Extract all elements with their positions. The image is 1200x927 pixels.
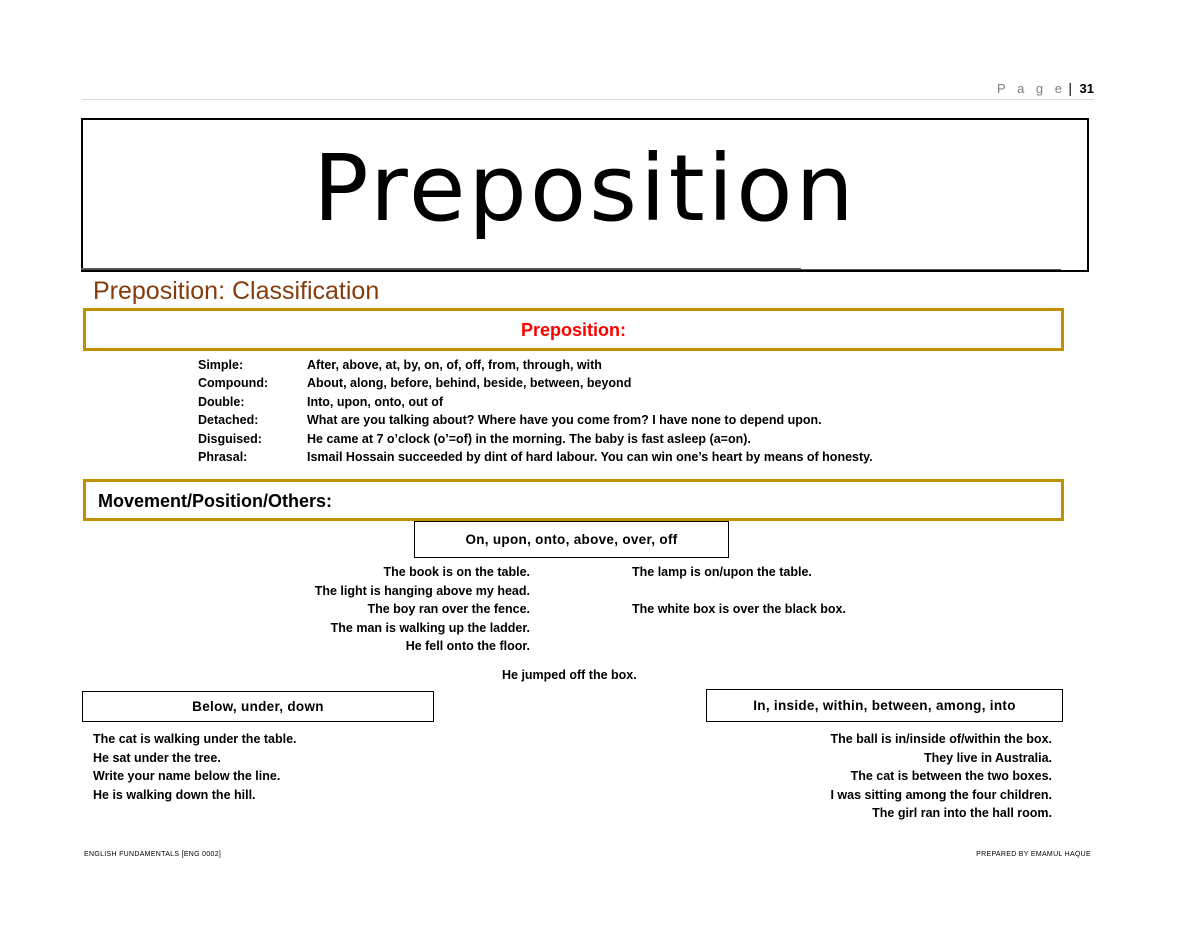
title-underline — [81, 268, 801, 270]
below-group-label-box: Below, under, down — [82, 691, 434, 722]
classification-key: Detached: — [198, 413, 259, 427]
example-sentence: They live in Australia. — [923, 750, 1052, 765]
classification-key: Disguised: — [198, 432, 262, 446]
example-sentence: The book is on the table. — [383, 565, 530, 579]
example-sentence: The ball is in/inside of/within the box. — [830, 732, 1052, 746]
footer-course: ENGLISH FUNDAMENTALS [ENG 0002] — [84, 851, 222, 858]
example-sentence: The white box is over the black box. — [632, 602, 846, 616]
on-left-examples — [230, 563, 530, 656]
example-sentence: Write your name below the line. — [93, 769, 281, 783]
classification-row — [198, 448, 873, 466]
in-examples — [752, 730, 1052, 823]
example-sentence: The man is walking up the ladder. — [330, 620, 530, 635]
section-subtitle: Preposition: Classification — [93, 277, 380, 305]
preposition-heading-box — [83, 308, 1064, 351]
movement-heading-box — [83, 479, 1064, 521]
example-sentence: The lamp is on/upon the table. — [632, 565, 812, 579]
example-sentence: The cat is between the two boxes. — [850, 769, 1052, 783]
title-box — [81, 118, 1089, 272]
classification-value: What are you talking about? Where have you come from? I have none to depend upon. — [307, 413, 822, 427]
movement-heading: Movement/Position/Others: — [98, 491, 333, 511]
example-sentence: He is walking down the hill. — [93, 787, 256, 802]
example-sentence: The light is hanging above my head. — [314, 583, 530, 598]
classification-row — [198, 356, 602, 374]
classification-key: Phrasal: — [198, 450, 248, 464]
footer-author: PREPARED BY EMAMUL HAQUE — [976, 851, 1091, 858]
example-sentence: The boy ran over the fence. — [367, 602, 530, 616]
classification-key: Compound: — [198, 376, 269, 390]
page-label: P a g e — [997, 81, 1066, 96]
preposition-heading: Preposition: — [520, 320, 626, 340]
example-sentence: He sat under the tree. — [93, 750, 221, 765]
page-separator: | — [1068, 80, 1072, 96]
classification-value: About, along, before, behind, beside, between, beyond — [307, 376, 632, 390]
classification-value: Ismail Hossain succeeded by dint of hard labour. You can win one’s heart by means of honesty. — [307, 450, 873, 464]
classification-key: Simple: — [198, 358, 244, 372]
example-sentence: I was sitting among the four children. — [830, 787, 1052, 802]
classification-value: Into, upon, onto, out of — [307, 395, 444, 409]
classification-value: After, above, at, by, on, of, off, from, through, with — [307, 358, 602, 372]
page-title: Preposition — [313, 135, 857, 242]
example-sentence: He jumped off the box. — [502, 668, 637, 682]
example-sentence: The cat is walking under the table. — [93, 732, 297, 746]
classification-value: He came at 7 o’clock (o’=of) in the morning. The baby is fast asleep (a=on). — [307, 432, 751, 446]
classification-row — [198, 430, 751, 448]
classification-row — [198, 374, 631, 392]
page-number: 31 — [1079, 81, 1094, 96]
page-header — [82, 79, 1094, 100]
on-group-label-box: On, upon, onto, above, over, off — [414, 521, 729, 558]
classification-row — [198, 393, 443, 411]
in-group-label-box: In, inside, within, between, among, into — [706, 689, 1063, 722]
title-underline-secondary — [801, 269, 1061, 270]
below-examples — [93, 730, 297, 804]
example-sentence: The girl ran into the hall room. — [872, 806, 1052, 820]
example-sentence: He fell onto the floor. — [405, 639, 530, 653]
classification-row — [198, 411, 822, 429]
classification-key: Double: — [198, 395, 245, 409]
